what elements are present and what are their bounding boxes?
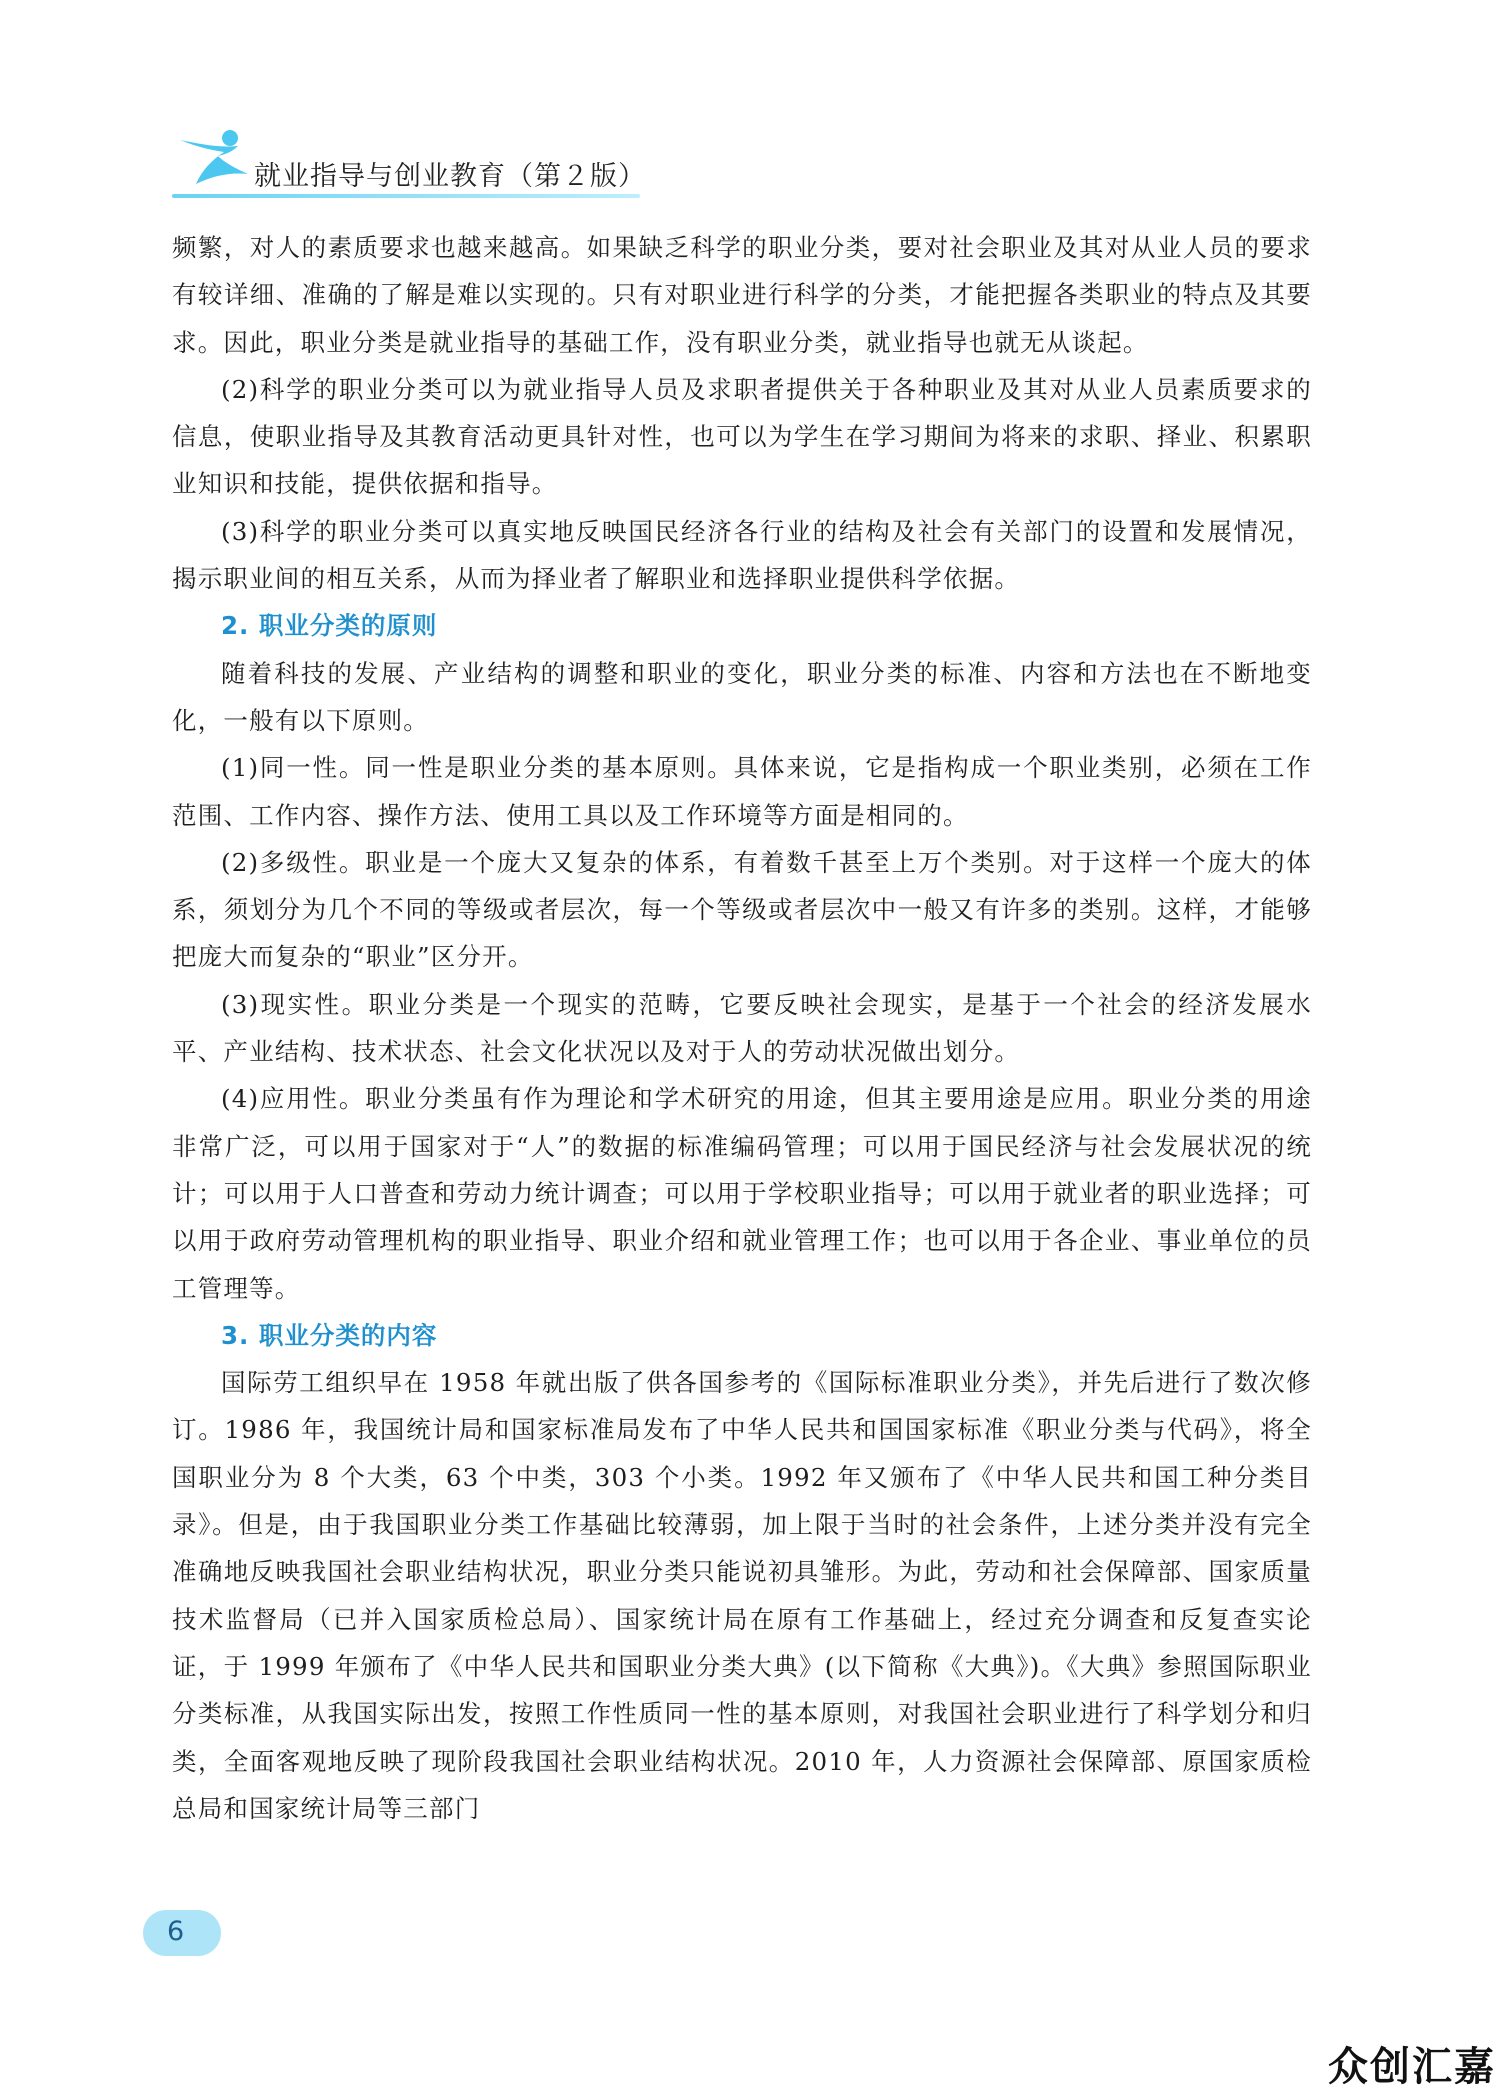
page-header [172, 120, 646, 200]
paragraph-continuation: 频繁，对人的素质要求也越来越高。如果缺乏科学的职业分类，要对社会职业及其对从业人员的要求有较详细、准确的了解是难以实现的。只有对职业进行科学的分类，才能把握各类职业的特点及其要求。因此，职业分类是就业指导的基础工作，没有职业分类，就业指导也就无从谈起。 [172, 233, 1312, 357]
runner-swoosh-icon [172, 126, 252, 196]
page-number-badge [143, 1910, 221, 1956]
paragraph: (3)科学的职业分类可以真实地反映国民经济各行业的结构及社会有关部门的设置和发展情况，揭示职业间的相互关系，从而为择业者了解职业和选择职业提供科学依据。 [172, 516, 1312, 594]
paragraph: (3)现实性。职业分类是一个现实的范畴，它要反映社会现实，是基于一个社会的经济发展水平、产业结构、技术状态、社会文化状况以及对于人的劳动状况做出划分。 [172, 989, 1312, 1067]
page-body [172, 224, 1312, 1832]
paragraph: (2)科学的职业分类可以为就业指导人员及求职者提供关于各种职业及其对从业人员素质要求的信息，使职业指导及其教育活动更具针对性，也可以为学生在学习期间为将来的求职、择业、积累职业知识和技能，提供依据和指导。 [172, 374, 1312, 499]
paragraph: 随着科技的发展、产业结构的调整和职业的变化，职业分类的标准、内容和方法也在不断地变化，一般有以下原则。 [172, 658, 1312, 735]
paragraph: (2)多级性。职业是一个庞大又复杂的体系，有着数千甚至上万个类别。对于这样一个庞大的体系，须划分为几个不同的等级或者层次，每一个等级或者层次中一般又有许多的类别。这样，才能够把庞大而复杂的“职业”区分开。 [172, 847, 1312, 972]
paragraph: (1)同一性。同一性是职业分类的基本原则。具体来说，它是指构成一个职业类别，必须在工作范围、工作内容、操作方法、使用工具以及工作环境等方面是相同的。 [172, 753, 1312, 830]
paragraph: (4)应用性。职业分类虽有作为理论和学术研究的用途，但其主要用途是应用。职业分类的用途非常广泛，可以用于国家对于“人”的数据的标准编码管理；可以用于国民经济与社会发展状况的统计；可以用于人口普查和劳动力统计调查；可以用于学校职业指导；可以用于就业者的职业选择；可以用于政府劳动管理机构的职业指导、职业介绍和就业管理工作；也可以用于各企业、事业单位的员工管理等。 [172, 1084, 1312, 1303]
paragraph: 国际劳工组织早在 1958 年就出版了供各国参考的《国际标准职业分类》，并先后进行了数次修订。1986 年，我国统计局和国家标准局发布了中华人民共和国国家标准《职业分类与代码》，将全国职业分为 8 个大类，63 个中类，303 个小类。1992 年又颁布了《中华人民共和国工种分类目录》。但是，由于我国职业分类工作基础比较薄弱，加上限于当时的社会条件，上述分类并没有完全准确地反映我国社会职业结构状况，职业分类只能说初具雏形。为此，劳动和社会保障部、国家质量技术监督局（已并入国家质检总局）、国家统计局在原有工作基础上，经过充分调查和反复查实论证，于 1999 年颁布了《中华人民共和国职业分类大典》(以下简称《大典》)。《大典》参照国际职业分类标准，从我国实际出发，按照工作性质同一性的基本原则，对我国社会职业进行了科学划分和归类，全面客观地反映了现阶段我国社会职业结构状况。2010 年，人力资源社会保障部、原国家质检总局和国家统计局等三部门 [172, 1368, 1312, 1823]
header-divider [172, 194, 640, 198]
section-heading: 2. 职业分类的原则 [221, 611, 438, 641]
watermark: 众创汇嘉 [1328, 2044, 1496, 2090]
page-number: 6 [167, 1916, 185, 1947]
book-title: 就业指导与创业教育（第２版） [254, 161, 646, 192]
section-heading: 3. 职业分类的内容 [221, 1320, 438, 1350]
